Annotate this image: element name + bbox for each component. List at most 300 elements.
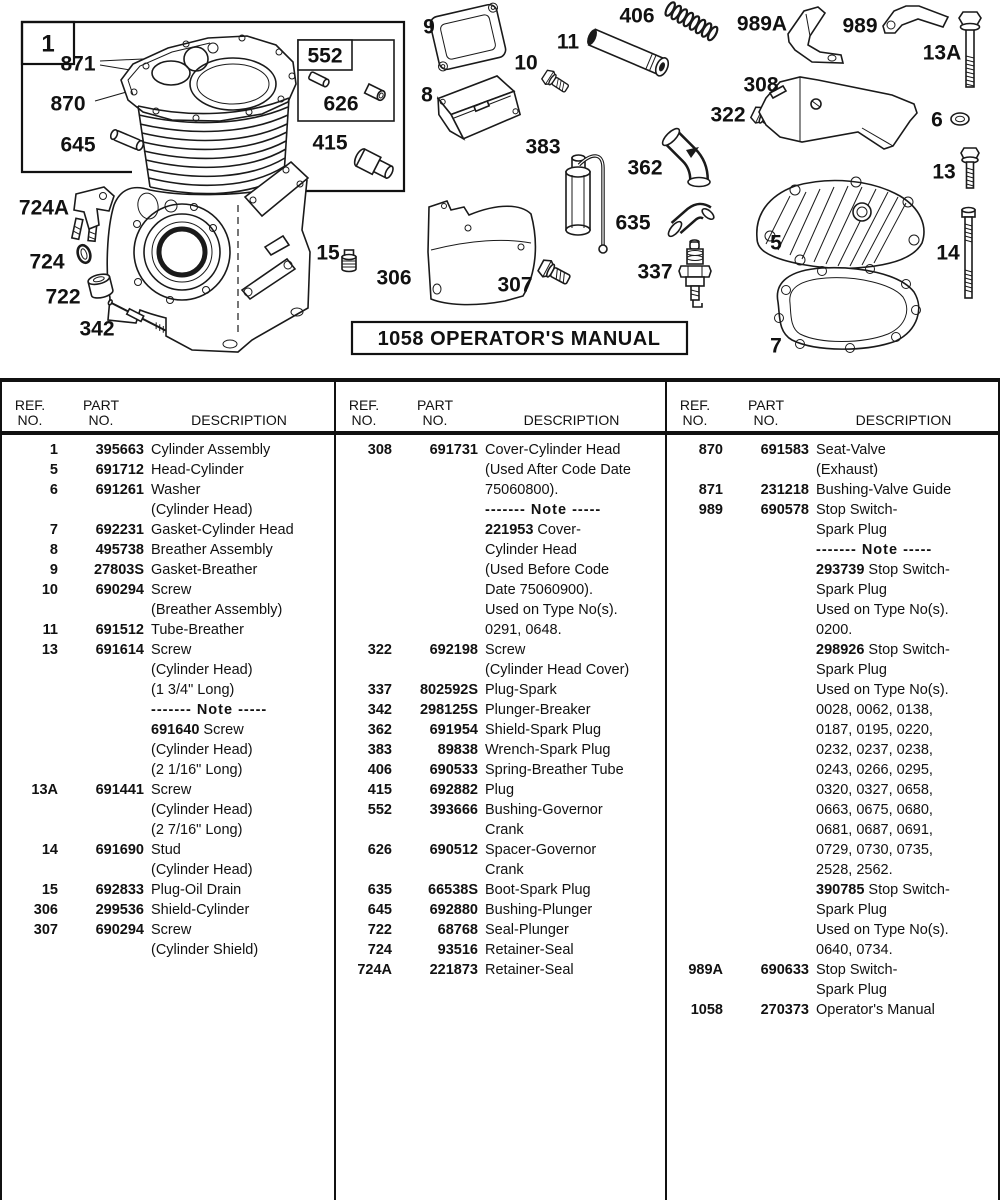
description-header: DESCRIPTION [523,412,620,428]
description: Screw [151,782,192,798]
ref-no [667,660,723,680]
description: 0640, 0734. [816,942,893,958]
part-no: 690533 [429,762,478,778]
description: Operator's Manual [816,1002,935,1018]
callout-1: 1 [41,30,55,58]
table-line [667,540,998,560]
part-no [723,840,809,860]
part-no [58,740,144,760]
table-line [336,860,665,880]
part-724-retainer-drawing [76,244,93,265]
ref-no [336,580,392,600]
table-column-1 [2,382,334,1200]
description: 0729, 0730, 0735, [816,842,933,858]
part-13A-bolt-drawing [959,12,981,87]
ref-no: 722 [367,922,392,938]
table-line [667,620,998,640]
part-no: 691441 [95,782,144,798]
description: Stop Switch- [816,502,898,518]
operators-manual-box [352,322,687,354]
table-line [2,440,334,460]
part-no [723,700,809,720]
table-line [667,940,998,960]
description: Plunger-Breaker [485,702,591,718]
ref-no: 871 [698,482,723,498]
part-no: 691261 [95,482,144,498]
part-no: 27803S [94,562,144,578]
part-no [58,600,144,620]
callout-989: 989 [842,14,878,38]
description: Screw [151,582,192,598]
ref-no [2,820,58,840]
table-line [667,980,998,1000]
table-line [667,660,998,680]
part-no [723,560,809,580]
table-line [336,800,665,820]
ref-no: 11 [42,622,58,638]
table-line [336,780,665,800]
table-line [2,580,334,600]
part-no: 690633 [760,962,809,978]
ref-no: 14 [41,842,58,858]
ref-no: 307 [33,922,58,938]
part-no [723,660,809,680]
part-no [392,520,478,540]
table-line [2,660,334,680]
part-no: 692833 [95,882,144,898]
description: Shield-Spark Plug [485,722,602,738]
ref-no [336,620,392,640]
description: Screw [151,642,192,658]
table-line [336,520,665,540]
ref-no: 1058 [690,1002,723,1018]
description: ------- Note ----- [485,502,602,518]
ref-no [667,780,723,800]
description: Plug-Spark [485,682,557,698]
ref-no [667,640,723,660]
description: Cylinder Head [485,542,577,558]
description: ------- Note ----- [816,542,933,558]
table-line [336,960,665,980]
callout-7: 7 [770,334,782,358]
table-line [2,880,334,900]
ref-no: 7 [49,522,58,538]
description: Bushing-Plunger [485,902,593,918]
description: Stop Switch- [816,962,898,978]
operators-manual-label: 1058 OPERATOR'S MANUAL [377,328,661,350]
description: Head-Cylinder [151,462,244,478]
ref-no: 322 [367,642,392,658]
part-no [723,880,809,900]
callout-724: 724 [29,250,65,274]
callout-10: 10 [514,51,538,75]
description: (Used After Code Date [485,462,631,478]
description: (Exhaust) [816,462,879,478]
ref-no [667,840,723,860]
description: (Breather Assembly) [151,602,283,618]
description: Spark Plug [816,522,887,538]
part-11-tube-drawing [585,27,671,78]
description: Date 75060900). [485,582,594,598]
table-line [336,680,665,700]
part-no [58,760,144,780]
description: (Cylinder Head) [151,662,253,678]
ref-no [667,460,723,480]
description: Crank [485,862,524,878]
ref-no: 337 [367,682,392,698]
ref-no [667,560,723,580]
part-no [723,760,809,780]
table-line [667,600,998,620]
callout-406: 406 [619,4,655,28]
description: Tube-Breather [151,622,244,638]
ref-no [2,940,58,960]
ref-no: 5 [49,462,58,478]
ref-no [2,860,58,880]
table-line [667,700,998,720]
description: ------- Note ----- [151,702,268,718]
ref-no [667,800,723,820]
part-no [392,660,478,680]
part-no [392,560,478,580]
ref-no [336,560,392,580]
ref-no [667,940,723,960]
ref-no [667,880,723,900]
ref-no [667,980,723,1000]
table-line [2,680,334,700]
part-no: 802592S [419,682,478,698]
part-no: 691583 [760,442,809,458]
part-no [58,860,144,880]
part-15-plug-drawing [342,250,356,272]
part-no: 231218 [760,482,809,498]
callout-645: 645 [60,133,96,157]
part-no [392,540,478,560]
part-no: 691954 [429,722,478,738]
part-406-spring-drawing [664,1,719,42]
part-no: 93516 [437,942,478,958]
description: Plug [485,782,515,798]
part-no: 68768 [437,922,478,938]
part-6-washer-drawing [951,113,969,125]
table-line [667,460,998,480]
description: (1 3/4" Long) [151,682,235,698]
ref-no [2,700,58,720]
part-8-breather-drawing [434,73,523,142]
part-no [58,720,144,740]
ref-no [667,820,723,840]
table-line [2,780,334,800]
part-no [723,980,809,1000]
callout-11: 11 [556,30,580,54]
description: Shield-Cylinder [151,902,250,918]
callout-322: 322 [710,103,746,127]
part-no: 692231 [95,522,144,538]
table-line [667,680,998,700]
part-415-plug-drawing [352,147,396,182]
table-line [336,720,665,740]
description: Washer [151,482,201,498]
part-362-shield-drawing [660,126,710,186]
part-no: 690578 [760,502,809,518]
part-no: 691512 [95,622,144,638]
table-line [667,580,998,600]
ref-no [336,820,392,840]
part-no [392,580,478,600]
part-no [58,940,144,960]
callout-871: 871 [60,52,96,76]
table-line [2,600,334,620]
part-no [723,720,809,740]
table-line [2,620,334,640]
description: Gasket-Cylinder Head [151,522,294,538]
ref-no [336,600,392,620]
part-337-spark-plug-drawing [679,240,711,307]
description: 221953 Cover- [485,522,581,538]
table-header [2,382,334,435]
part-14-stud-drawing [962,208,975,299]
table-line [2,820,334,840]
description: Spark Plug [816,582,887,598]
ref-no: 9 [49,562,58,578]
ref-no [2,740,58,760]
description: Used on Type No(s). [816,922,949,938]
part-no [723,820,809,840]
callout-722: 722 [45,285,81,309]
table-line [336,820,665,840]
table-line [336,700,665,720]
description: Breather Assembly [151,542,273,558]
part-no [723,540,809,560]
parts-table [0,378,1000,1200]
ref-no: 724A [357,962,392,978]
ref-no: 13 [41,642,58,658]
ref-no: 1 [49,442,58,458]
part-724A-retainer-drawing [72,187,114,241]
part-no [723,620,809,640]
callout-362: 362 [627,156,663,180]
callout-635: 635 [615,211,651,235]
part-5-cylinder-head-drawing [757,177,924,268]
description: 0243, 0266, 0295, [816,762,933,778]
table-line [2,740,334,760]
callout-383: 383 [525,135,561,159]
callout-5: 5 [770,231,782,255]
part-9-gasket-drawing [427,2,509,72]
part-7-gasket-drawing [775,265,921,353]
ref-no: 415 [367,782,392,798]
part-no [392,500,478,520]
table-line [667,520,998,540]
description: Spacer-Governor [485,842,597,858]
part-no [392,480,478,500]
table-line [667,880,998,900]
callout-14: 14 [936,241,960,265]
table-line [336,560,665,580]
description: 691640 Screw [151,722,244,738]
table-line [2,480,334,500]
table-line [667,920,998,940]
part-no-header: PART NO. [747,397,785,428]
table-line [2,640,334,660]
ref-no [667,740,723,760]
part-no [723,940,809,960]
part-no [392,600,478,620]
part-no: 690294 [95,582,144,598]
part-no: 89838 [437,742,478,758]
ref-no: 383 [367,742,392,758]
callout-13A: 13A [922,41,962,65]
part-no: 690294 [95,922,144,938]
part-no: 495738 [95,542,144,558]
exploded-parts-diagram [0,0,1000,378]
description: 75060800). [485,482,559,498]
callout-13: 13 [932,160,956,184]
part-no [723,860,809,880]
ref-no: 15 [41,882,58,898]
ref-no [336,460,392,480]
ref-no [667,600,723,620]
part-no [392,460,478,480]
table-line [2,460,334,480]
part-no: 691712 [95,462,144,478]
part-no: 692880 [429,902,478,918]
table-line [336,600,665,620]
table-line [336,620,665,640]
ref-no [2,760,58,780]
part-no [723,920,809,940]
ref-no: 626 [367,842,392,858]
description: Retainer-Seal [485,962,574,978]
part-no: 691690 [95,842,144,858]
ref-no [2,800,58,820]
description: 0681, 0687, 0691, [816,822,933,838]
ref-no: 989 [698,502,723,518]
ref-no-header: REF. NO. [14,397,46,428]
part-no [723,460,809,480]
table-column-3 [665,382,998,1200]
part-no: 298125S [419,702,478,718]
table-line [667,1000,998,1020]
table-line [667,960,998,980]
table-line [667,800,998,820]
ref-no [667,900,723,920]
table-line [667,900,998,920]
part-no [58,660,144,680]
ref-no: 406 [367,762,392,778]
ref-no [336,860,392,880]
table-line [667,860,998,880]
table-line [667,500,998,520]
ref-no [667,760,723,780]
callout-307: 307 [497,273,533,297]
description: Used on Type No(s). [485,602,618,618]
table-line [2,560,334,580]
part-no: 692882 [429,782,478,798]
table-line [2,900,334,920]
ref-no-header: REF. NO. [348,397,380,428]
callout-306: 306 [376,266,412,290]
description: Wrench-Spark Plug [485,742,611,758]
ref-no [336,480,392,500]
ref-no: 362 [367,722,392,738]
description: Screw [485,642,526,658]
ref-no [667,520,723,540]
ref-no: 10 [41,582,58,598]
description: Retainer-Seal [485,942,574,958]
part-308-cover-drawing [759,77,917,149]
table-line [2,720,334,740]
description: (Cylinder Head) [151,742,253,758]
description: 0663, 0675, 0680, [816,802,933,818]
ref-no: 989A [688,962,723,978]
ref-no [2,660,58,680]
table-column-2 [334,382,665,1200]
table-header [667,382,998,435]
callout-342: 342 [79,317,115,341]
part-no: 270373 [760,1002,809,1018]
table-line [667,740,998,760]
table-line [336,760,665,780]
table-line [336,460,665,480]
part-no: 395663 [95,442,144,458]
table-line [336,480,665,500]
table-line [2,860,334,880]
ref-no [336,660,392,680]
ref-no: 552 [367,802,392,818]
part-no-header: PART NO. [82,397,120,428]
description: Screw [151,922,192,938]
part-989A-stop-switch-drawing [788,7,843,63]
part-no [723,800,809,820]
description: (Used Before Code [485,562,610,578]
description: (2 1/16" Long) [151,762,243,778]
callout-15: 15 [316,241,340,265]
part-no [723,580,809,600]
table-line [336,880,665,900]
ref-no [667,620,723,640]
description: (Cylinder Head) [151,802,253,818]
part-no [723,600,809,620]
table-line [667,440,998,460]
ref-no [667,920,723,940]
description: 2528, 2562. [816,862,893,878]
part-no: 393666 [429,802,478,818]
table-line [336,900,665,920]
part-13-bolt-drawing [961,148,979,188]
description: Bushing-Governor [485,802,603,818]
table-line [2,700,334,720]
table-line [336,640,665,660]
part-no [723,640,809,660]
ref-no [667,700,723,720]
ref-no [336,540,392,560]
description: Used on Type No(s). [816,682,949,698]
ref-no: 308 [367,442,392,458]
ref-no [336,520,392,540]
callout-626: 626 [323,92,359,116]
table-line [336,540,665,560]
table-line [2,520,334,540]
part-no [723,520,809,540]
ref-no [2,720,58,740]
description: 0291, 0648. [485,622,562,638]
part-no-header: PART NO. [416,397,454,428]
description: Used on Type No(s). [816,602,949,618]
part-383-wrench-drawing [566,155,607,253]
ref-no [667,860,723,880]
part-no: 691614 [95,642,144,658]
